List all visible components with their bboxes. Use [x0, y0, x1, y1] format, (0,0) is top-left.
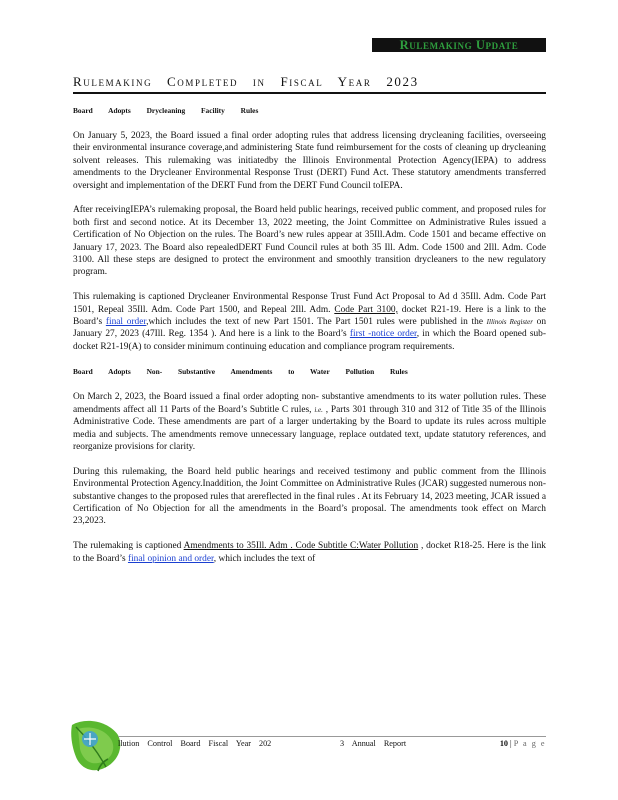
footer-report-name-cont: 3 Annual Report: [340, 739, 407, 748]
text-run: On March 2, 2023, the Board issued a final order adopting non- substantive amendments to its water pollution rules. These amendments affect all 11 Parts of the Board’s Subtitle C rules,: [73, 392, 546, 415]
text-run: This rulemaking is captioned Drycleaner Environmental Response Trust Fund Act Proposal to Ad d 35Ill. Adm. Code Part 1501, Repeal 35Ill. Adm. Code Part 1500, and Repeal 2Ill. Adm.: [73, 292, 546, 315]
section-heading-water-pollution: Board Adopts Non- Substantive Amendments to Water Pollution Rules: [73, 367, 408, 377]
caption-underlined: Amendments to 35Ill. Adm . Code Subtitle C:Water Pollution: [183, 541, 419, 552]
paragraph: During this rulemaking, the Board held public hearings and received testimony and public comment from the Illinois Environmental Protection Agency.Inaddition, the Joint Committee on Administrative Rules (JCAR) suggested numerous non-substantive changes to the proposed rules that arereflected in the final rules . At its February 14, 2023 meeting, JCAR issued a Certification of No Objection for all the amendments in the Board’s proposal. The amendments took effect on March 23,2023.: [73, 466, 546, 527]
text-run: , Parts 301 through 310 and 312 of Title 35 of the Illinois Administrative Code. These amendments are part of a larger undertaking by the Board to update its rules across multiple media and subjects. The amendments remove unnecessary language, replace outdated text, update statutory references, and reorganize provisions for clarity.: [73, 404, 547, 452]
ie-abbrev: i.e.: [314, 405, 323, 414]
footer-page-number: [500, 738, 546, 750]
paragraph: [73, 391, 546, 453]
page-footer: [118, 738, 546, 752]
page-word: P a g e: [513, 739, 546, 748]
paragraph: On January 5, 2023, the Board issued a final order adopting rules that address licensing drycleaning facilities, overseeing their environmental insurance coverage,and administering State fund reimbursement for the costs of cleaning up drycleaning solvent releases. This rulemaking was initiatedby the Illinois Environmental Protection Agency(IEPA) to address amendments to the Drycleaner Environmental Response Trust (DERT) Fund Act. These statutory amendments transferred oversight and implementation of the DERT Fund from the DERT Fund Council toIEPA.: [73, 131, 546, 191]
paragraph: [73, 291, 546, 353]
text-run: , docket R18-25. Here is the link to the Board’s: [73, 541, 546, 564]
text-run: ,which includes the text of new Part 1501. The Part 1501 rules were published in the: [146, 317, 487, 328]
first-notice-order-link[interactable]: first -notice order: [349, 329, 417, 340]
page-separator: |: [508, 739, 514, 748]
footer-divider: [118, 736, 546, 737]
text-run: The rulemaking is captioned: [73, 541, 184, 552]
paragraph: [73, 540, 546, 565]
page-number: 10: [499, 739, 508, 748]
leaf-logo-icon: [68, 715, 124, 773]
illinois-register-label: Illinois Register: [486, 318, 533, 327]
footer-report-name: llution Control Board Fiscal Year 202: [118, 739, 272, 748]
final-order-link[interactable]: final order: [105, 317, 147, 328]
final-opinion-and-order-link[interactable]: final opinion and order: [127, 553, 214, 564]
page-title: Rulemaking Completed in Fiscal Year 2023: [73, 74, 419, 89]
caption-underlined: Code Part 3100,: [334, 304, 398, 315]
text-run: , in which the Board opened sub-docket R21-19(A) to consider minimum continuing education and compliance program requirements.: [73, 329, 546, 352]
paragraph: After receivingIEPA’s rulemaking proposal, the Board held public hearings, received public comment, and proposed rules for both first and second notice. At its December 13, 2022 meeting, the Joint Committee on Administrative Rules issued a Certification of No Objection on the rules. The Board’s new rules appear at 35Ill.Adm. Code 1501 and became effective on January 17, 2023. The Board also repealedDERT Fund Council rules at both 35 Ill. Adm. Code 1500 and 2Ill. Adm. Code 3100. All these steps are designed to protect the environment and smoothly transition drycleaners to the new regulatory program.: [73, 205, 546, 278]
text-run: docket R21-19. Here is a link to the Board’s: [73, 304, 546, 328]
section-heading-drycleaning: Board Adopts Drycleaning Facility Rules: [73, 106, 259, 115]
title-divider: [73, 92, 546, 94]
text-run: on January 27, 2023 (47Ill. Reg. 1354 ). And here is a link to the Board’s: [73, 317, 546, 340]
main-content: [73, 104, 546, 577]
header-band-rulemaking-update: Rulemaking Update: [372, 38, 546, 52]
text-run: , which includes the text of: [213, 553, 316, 564]
